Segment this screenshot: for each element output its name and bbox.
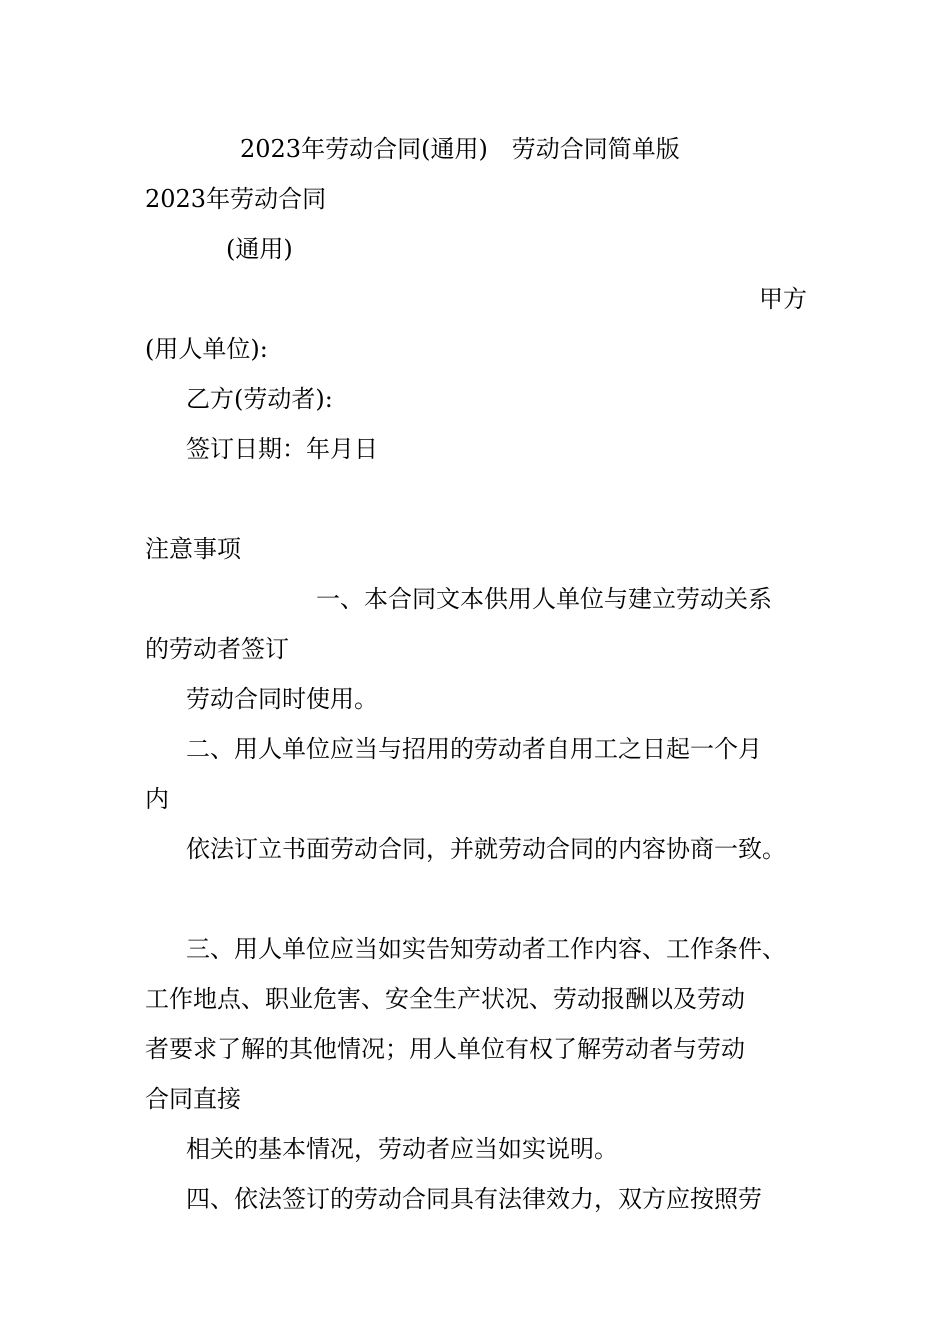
item4-line1: 四、依法签订的劳动合同具有法律效力，双方应按照劳 [186,1185,762,1213]
contract-heading: 2023年劳动合同 [145,185,327,213]
sign-date-field: 签订日期：年月日 [186,435,378,463]
item2-line1: 二、用人单位应当与招用的劳动者自用工之日起一个月 [186,735,762,763]
contract-subheading: (通用) [226,235,293,263]
item2-line3: 依法订立书面劳动合同，并就劳动合同的内容协商一致。 [186,835,786,863]
item3-line1: 三、用人单位应当如实告知劳动者工作内容、工作条件、 [186,935,786,963]
party-a-label: 甲方 [759,285,807,313]
party-a-detail: (用人单位): [145,335,268,363]
party-b-field: 乙方(劳动者): [186,385,333,413]
item1-line1: 一、本合同文本供用人单位与建立劳动关系 [316,585,772,613]
item1-line3: 劳动合同时使用。 [186,685,378,713]
item3-line2: 工作地点、职业危害、安全生产状况、劳动报酬以及劳动 [145,985,745,1013]
item3-line5: 相关的基本情况，劳动者应当如实说明。 [186,1135,618,1163]
document-title: 2023年劳动合同(通用) 劳动合同简单版 [240,135,680,163]
item1-line2: 的劳动者签订 [145,635,289,663]
notice-title: 注意事项 [145,535,241,563]
item3-line4: 合同直接 [145,1085,241,1113]
item2-line2: 内 [145,785,169,813]
item3-line3: 者要求了解的其他情况；用人单位有权了解劳动者与劳动 [145,1035,745,1063]
